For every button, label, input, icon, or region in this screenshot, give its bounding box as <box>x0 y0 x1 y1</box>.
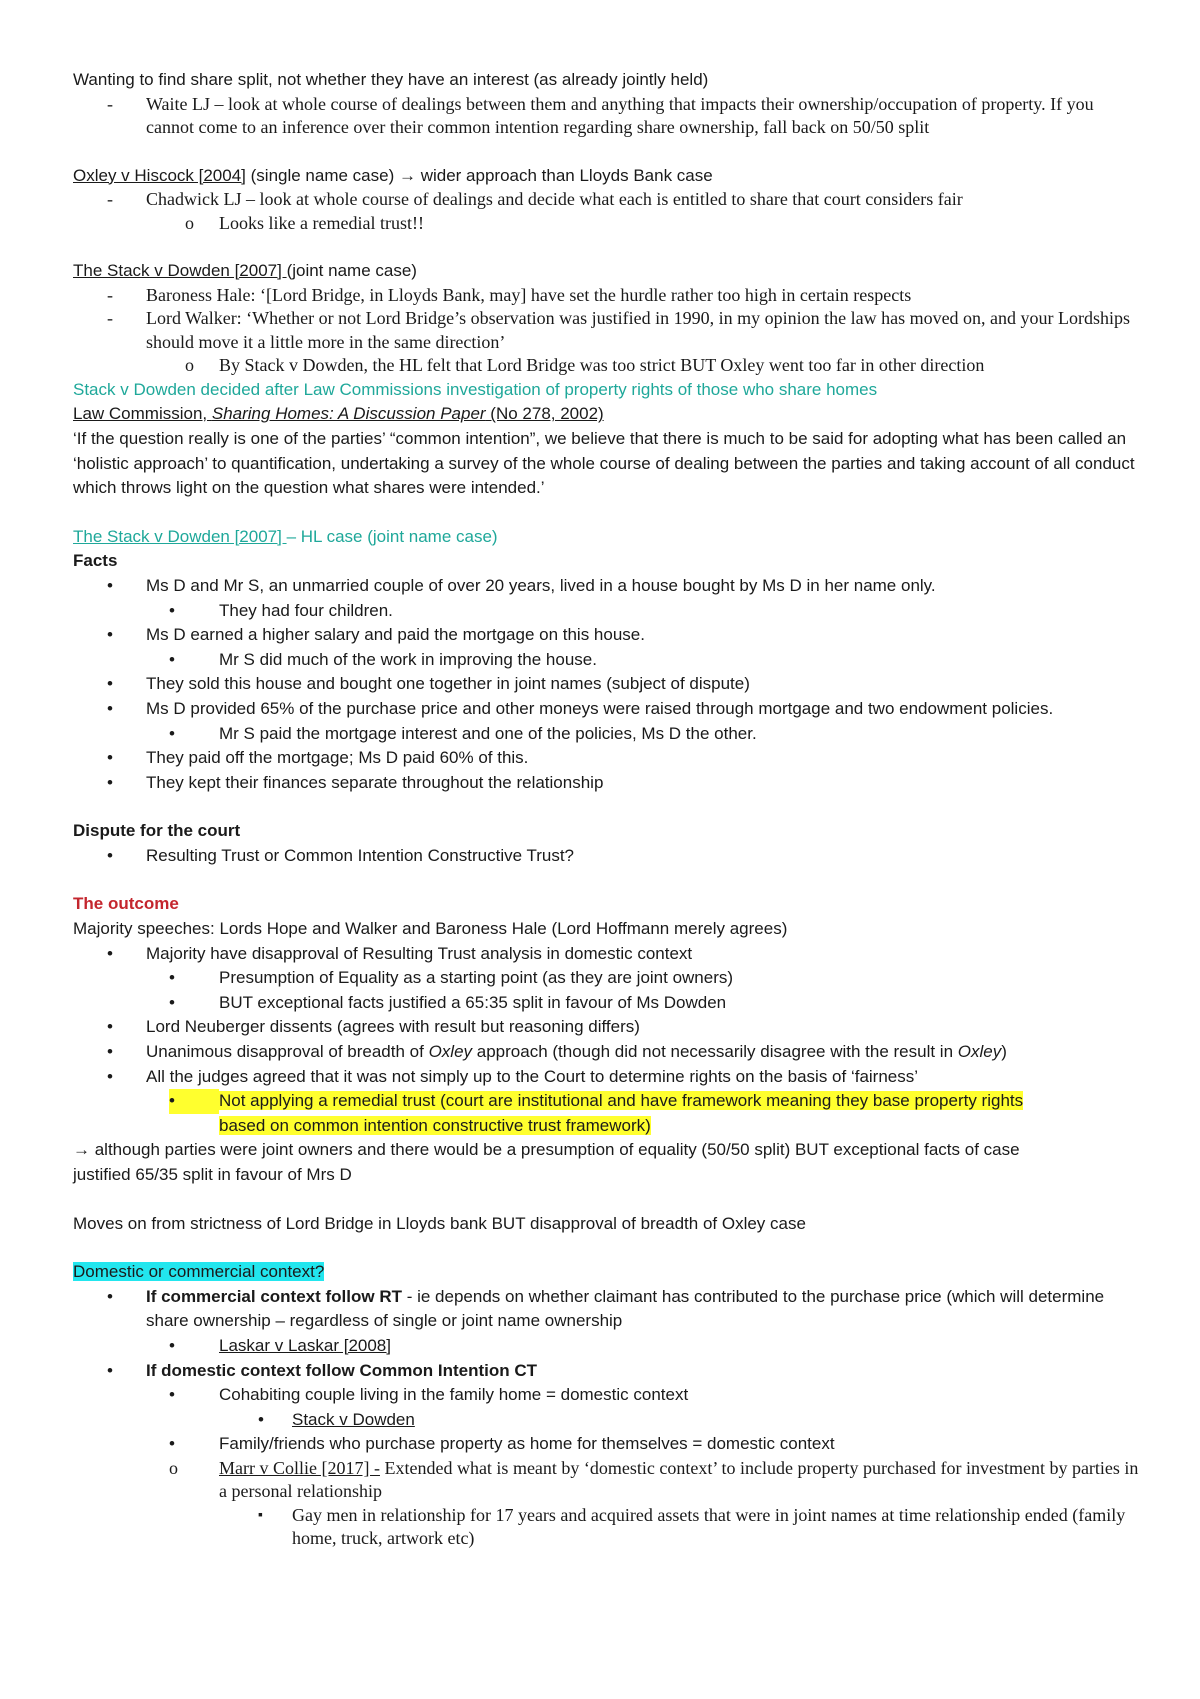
bullet-marker: • <box>169 992 175 1012</box>
laskar-case: Laskar v Laskar [2008] <box>219 1335 391 1355</box>
bullet-marker: • <box>107 1360 113 1380</box>
list-item: • If domestic context follow Common Intention CT <box>73 1359 1143 1384</box>
stack-case-name: The Stack v Dowden [2007] <box>73 261 287 281</box>
list-item <box>73 93 1143 140</box>
remedial-trust-note: Looks like a remedial trust!! <box>219 212 424 233</box>
list-item: • They kept their finances separate throughout the relationship <box>73 771 1143 796</box>
bullet-marker: • <box>258 1409 264 1429</box>
lord-walker-quote: Lord Walker: ‘Whether or not Lord Bridge’s observation was justified in 1990, in my opinion the law has moved on, and your Lordships should move it a little more in the same direction’ <box>146 308 1131 352</box>
dash-marker: - <box>107 189 113 210</box>
law-commission-note: Stack v Dowden decided after Law Commissions investigation of property rights of those who share homes <box>73 379 878 399</box>
majority-speeches: Majority speeches: Lords Hope and Walker and Baroness Hale (Lord Hoffmann merely agrees) <box>73 919 788 939</box>
document-page <box>73 68 1143 1551</box>
bullet-marker: • <box>107 772 113 792</box>
list-item: • BUT exceptional facts justified a 65:35 split in favour of Ms Dowden <box>73 991 1143 1016</box>
stack-case-heading: The Stack v Dowden [2007] – HL case (joint name case) <box>73 526 498 546</box>
list-item: • Unanimous disapproval of breadth of Oxley approach (though did not necessarily disagree with the result in Oxley) <box>73 1040 1143 1065</box>
marr-case: Marr v Collie [2017] - <box>219 1457 380 1478</box>
stack-case-ref: Stack v Dowden <box>292 1409 415 1429</box>
facts-heading: Facts <box>73 551 118 571</box>
intro-lead: Wanting to find share split, not whether they have an interest (as already jointly held) <box>73 70 709 89</box>
oxley-heading: Oxley v Hiscock [2004] (single name case) → wider approach than Lloyds Bank case <box>73 165 713 185</box>
bullet-marker: • <box>107 1042 113 1062</box>
bullet-marker: • <box>107 698 113 718</box>
list-item: o Marr v Collie [2017] - Extended what is meant by ‘domestic context’ to include property purchased for investment by parties in a personal relationship <box>169 1457 1139 1502</box>
list-item <box>73 212 1143 236</box>
list-item: • Lord Neuberger dissents (agrees with result but reasoning differs) <box>73 1015 1143 1040</box>
list-item: • Mr S paid the mortgage interest and one of the policies, Ms D the other. <box>73 722 1143 747</box>
list-item: • Ms D provided 65% of the purchase price and other moneys were raised through mortgage and two endowment policies. <box>73 697 1143 722</box>
list-item: • If commercial context follow RT - ie depends on whether claimant has contributed to the purchase price (which will determine share ownership – regardless of single or joint name ownership <box>107 1286 1105 1331</box>
bullet-marker: • <box>107 674 113 694</box>
bullet-marker: • <box>169 1385 175 1405</box>
stack-case-name: The Stack v Dowden [2007] <box>73 526 287 546</box>
dash-marker: - <box>107 93 113 114</box>
list-item <box>73 1408 1143 1433</box>
list-item: • All the judges agreed that it was not simply up to the Court to determine rights on the basis of ‘fairness’ <box>73 1065 1143 1090</box>
bullet-marker: • <box>107 625 113 645</box>
list-item: • Mr S did much of the work in improving the house. <box>73 648 1143 673</box>
bullet-marker: • <box>169 968 175 988</box>
bullet-marker: • <box>107 845 113 865</box>
list-item <box>73 354 1143 378</box>
dash-marker: - <box>107 308 113 329</box>
paper-title: Sharing Homes: A Discussion Paper <box>211 404 486 424</box>
remedial-trust-highlight-2: based on common intention constructive trust framework) <box>219 1115 651 1135</box>
outcome-summary-2: justified 65/35 split in favour of Mrs D <box>73 1165 352 1184</box>
bullet-marker: • <box>107 1017 113 1037</box>
bullet-marker: • <box>169 1089 219 1114</box>
bullet-marker: • <box>169 1434 175 1454</box>
baroness-hale-quote: Baroness Hale: ‘[Lord Bridge, in Lloyds Bank, may] have set the hurdle rather too high in certain respects <box>146 284 912 305</box>
bullet-marker: • <box>107 1286 113 1306</box>
bullet-marker: • <box>169 723 175 743</box>
list-item <box>73 188 1143 212</box>
stack-heading: The Stack v Dowden [2007] (joint name case) <box>73 261 417 281</box>
outcome-heading: The outcome <box>73 894 179 914</box>
bullet-marker: • <box>169 1335 175 1355</box>
list-item: • Cohabiting couple living in the family home = domestic context <box>73 1383 1143 1408</box>
square-marker: ▪ <box>258 1507 263 1523</box>
circle-marker: o <box>185 212 194 233</box>
circle-marker: o <box>185 355 194 376</box>
highlighted-item <box>73 1089 1143 1138</box>
list-item: • They paid off the mortgage; Ms D paid 60% of this. <box>73 746 1143 771</box>
list-item: • Family/friends who purchase property as home for themselves = domestic context <box>73 1432 1143 1457</box>
chadwick-lj-point: Chadwick LJ – look at whole course of dealings and decide what each is entitled to share that court considers fair <box>146 189 963 210</box>
bullet-marker: • <box>169 600 175 620</box>
context-heading: Domestic or commercial context? <box>73 1262 325 1282</box>
waite-lj-point: Waite LJ – look at whole course of dealings between them and anything that impacts their ownership/occupation of property. If you cannot come to an inference over their common intention regarding share ownership, fall back on 50/50 split <box>146 93 1094 138</box>
oxley-case-name: Oxley v Hiscock [2004] <box>73 165 246 185</box>
bullet-marker: • <box>169 649 175 669</box>
list-item: • Ms D earned a higher salary and paid the mortgage on this house. <box>73 623 1143 648</box>
law-commission-reference: Law Commission, Sharing Homes: A Discussion Paper (No 278, 2002) <box>73 404 604 424</box>
list-item: • They had four children. <box>73 599 1143 624</box>
outcome-summary-1: → although parties were joint owners and there would be a presumption of equality (50/50 split) BUT exceptional facts of case <box>73 1140 1020 1160</box>
list-item: • Majority have disapproval of Resulting Trust analysis in domestic context <box>73 942 1143 967</box>
remedial-trust-highlight-1: Not applying a remedial trust (court are institutional and have framework meaning they base property rights <box>219 1091 1024 1111</box>
bullet-marker: • <box>107 748 113 768</box>
dispute-heading: Dispute for the court <box>73 821 241 841</box>
list-item: • Resulting Trust or Common Intention Constructive Trust? <box>73 844 1143 869</box>
list-item: • Presumption of Equality as a starting point (as they are joint owners) <box>73 966 1143 991</box>
circle-marker: o <box>169 1457 178 1478</box>
bullet-marker: • <box>107 575 113 595</box>
list-item: • They sold this house and bought one together in joint names (subject of dispute) <box>73 672 1143 697</box>
list-item <box>73 1334 1143 1359</box>
bullet-marker: • <box>107 1066 113 1086</box>
dash-marker: - <box>107 284 113 305</box>
by-stack-note: By Stack v Dowden, the HL felt that Lord Bridge was too strict BUT Oxley went too far in other direction <box>219 355 985 376</box>
list-item: ▪ Gay men in relationship for 17 years and acquired assets that were in joint names at time relationship ended (family home, truck, artwork etc) <box>258 1504 1126 1549</box>
list-item <box>73 307 1143 354</box>
list-item: • Ms D and Mr S, an unmarried couple of over 20 years, lived in a house bought by Ms D in her name only. <box>73 574 1143 599</box>
law-commission-quote: ‘If the question really is one of the parties’ “common intention”, we believe that there is much to be said for adopting what has been called an ‘holistic approach’ to quantification, undertaking a survey of the whole course of dealing between the parties and taking account of all conduct which throws light on the question what shares were intended.’ <box>73 428 1135 498</box>
list-item <box>73 284 1143 308</box>
bullet-marker: • <box>107 943 113 963</box>
moves-on-note: Moves on from strictness of Lord Bridge in Lloyds bank BUT disapproval of breadth of Oxley case <box>73 1213 806 1233</box>
